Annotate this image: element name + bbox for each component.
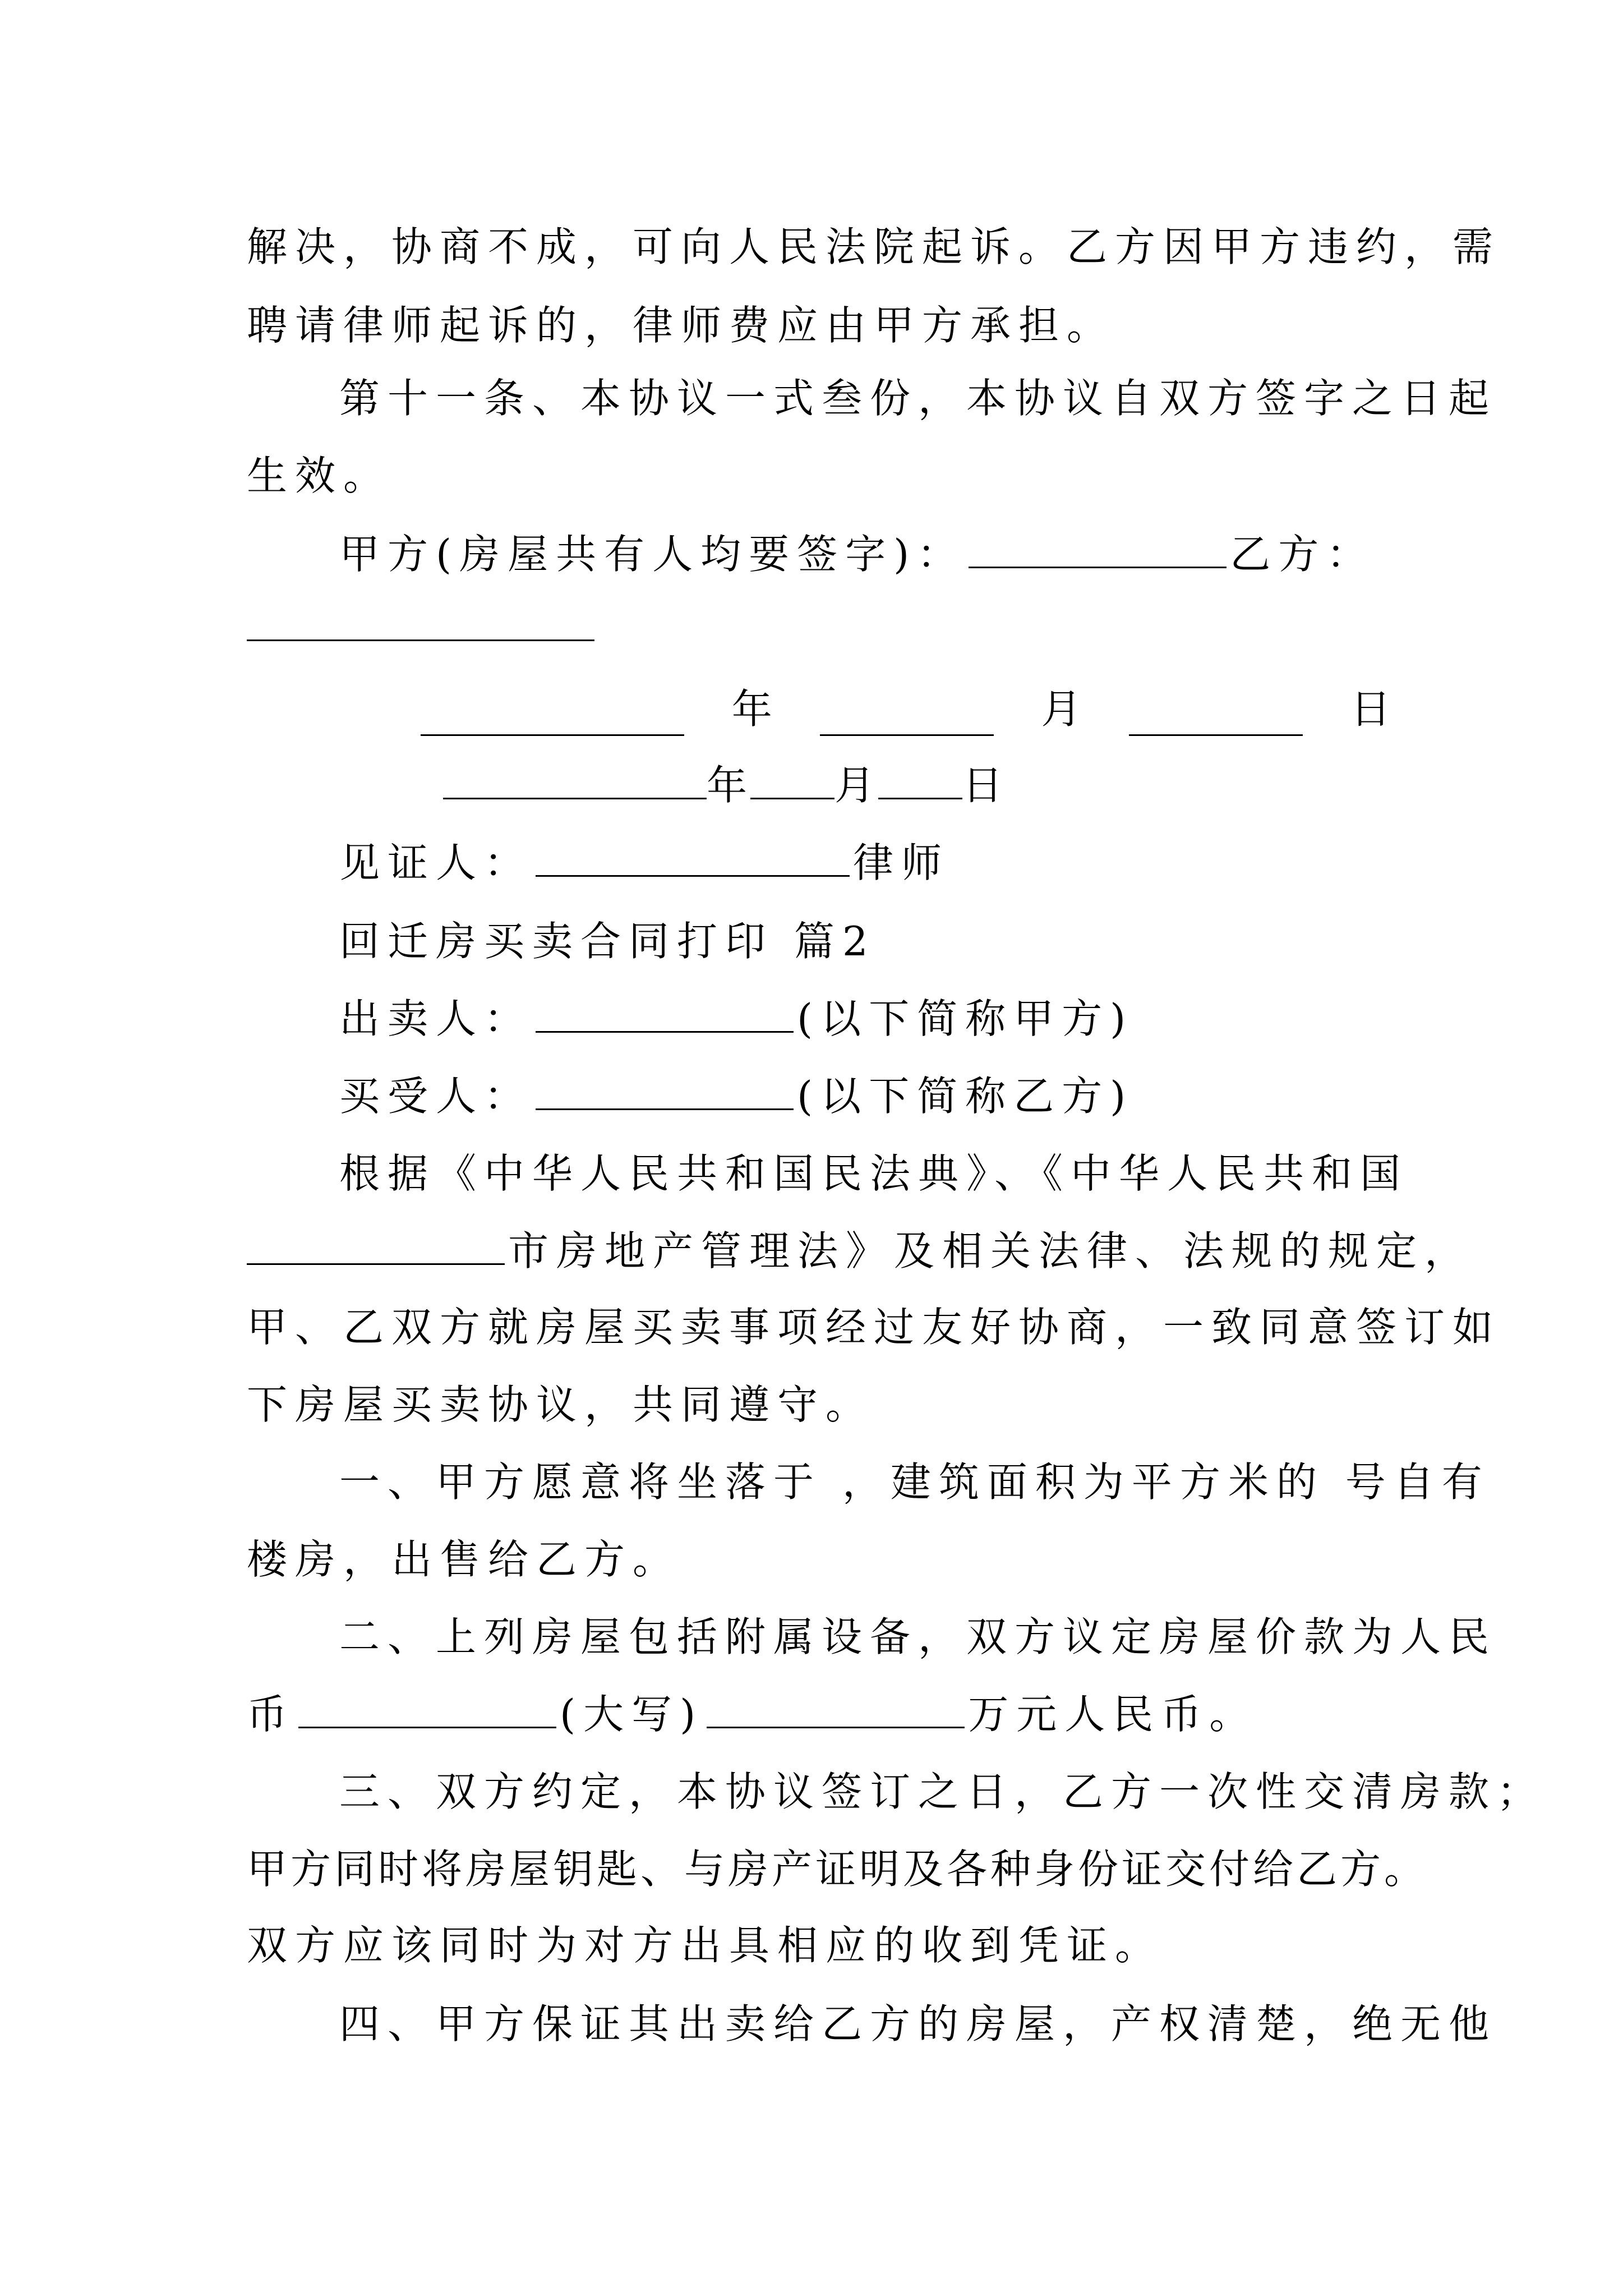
paragraph-line: 下房屋买卖协议，共同遵守。: [247, 1381, 874, 1428]
party-b-signature-label: 乙方：: [1230, 531, 1375, 578]
paragraph-text: 万元人民币。: [968, 1691, 1258, 1738]
month-label: 月: [1041, 685, 1082, 733]
paragraph-text: (大写): [560, 1691, 704, 1738]
date-row-party-b: [443, 758, 1006, 812]
buyer-suffix: (以下简称乙方): [797, 1073, 1134, 1120]
month-blank: [750, 762, 834, 799]
paragraph-line: 楼房，出售给乙方。: [247, 1536, 681, 1583]
date-row-party-a: [421, 682, 1391, 736]
witness-suffix: 律师: [853, 839, 950, 886]
price-blank-uppercase: [298, 1691, 556, 1728]
month-blank: [820, 698, 994, 736]
article-3-line: 三、双方约定，本协议签订之日，乙方一次性交清房款；: [339, 1768, 1546, 1815]
buyer-label: 买受人：: [339, 1073, 533, 1120]
article-4-line: 四、甲方保证其出卖给乙方的房屋，产权清楚，绝无他: [339, 2000, 1497, 2047]
paragraph-line: [247, 1224, 1473, 1278]
paragraph-line: 甲、乙双方就房屋买卖事项经过友好协商，一致同意签订如: [247, 1304, 1501, 1351]
paragraph-line: 聘请律师起诉的，律师费应由甲方承担。: [247, 302, 1115, 349]
witness-label: 见证人：: [339, 839, 533, 886]
article-11-line: 第十一条、本协议一式叁份，本协议自双方签字之日起: [339, 375, 1497, 422]
section-title: 回迁房买卖合同打印 篇2: [339, 918, 876, 965]
buyer-blank: [536, 1073, 794, 1110]
party-b-signature-blank: [247, 639, 594, 641]
seller-suffix: (以下简称甲方): [797, 995, 1134, 1042]
paragraph-line: 生效。: [247, 452, 392, 499]
party-a-signature-blank: [969, 531, 1227, 568]
article-2-line: 二、上列房屋包括附属设备，双方议定房屋价款为人民: [339, 1613, 1497, 1660]
paragraph-line: 根据《中华人民共和国民法典》、《中华人民共和国: [339, 1150, 1409, 1197]
paragraph-line: 解决，协商不成，可向人民法院起诉。乙方因甲方违约，需: [247, 223, 1501, 270]
witness-row: [339, 836, 1391, 890]
city-blank: [247, 1227, 505, 1265]
day-label: 日: [962, 762, 1007, 809]
price-row: [247, 1687, 1391, 1741]
day-blank: [878, 762, 962, 799]
paragraph-text: 市房地产管理法》及相关法律、法规的规定，: [508, 1227, 1473, 1274]
year-label: 年: [707, 762, 751, 809]
seller-label: 出卖人：: [339, 995, 533, 1042]
month-label: 月: [834, 762, 879, 809]
seller-row: [339, 992, 1391, 1046]
day-blank: [1129, 698, 1303, 736]
article-1-line: 一、甲方愿意将坐落于 ，建筑面积为平方米的 号自有: [339, 1458, 1490, 1506]
year-label: 年: [731, 685, 772, 733]
party-a-signature-label: 甲方(房屋共有人均要签字)：: [339, 531, 966, 578]
seller-blank: [536, 995, 794, 1033]
witness-blank: [536, 839, 850, 877]
year-blank: [443, 762, 707, 799]
buyer-row: [339, 1069, 1391, 1123]
year-blank: [421, 698, 684, 736]
paragraph-text: 币: [247, 1691, 296, 1738]
price-blank-number: [707, 1691, 965, 1728]
paragraph-line: 甲方同时将房屋钥匙、与房产证明及各种身份证交付给乙方。: [247, 1846, 1428, 1893]
day-label: 日: [1350, 685, 1391, 733]
signature-row: [339, 527, 1391, 581]
paragraph-line: 双方应该同时为对方出具相应的收到凭证。: [247, 1922, 1164, 1969]
